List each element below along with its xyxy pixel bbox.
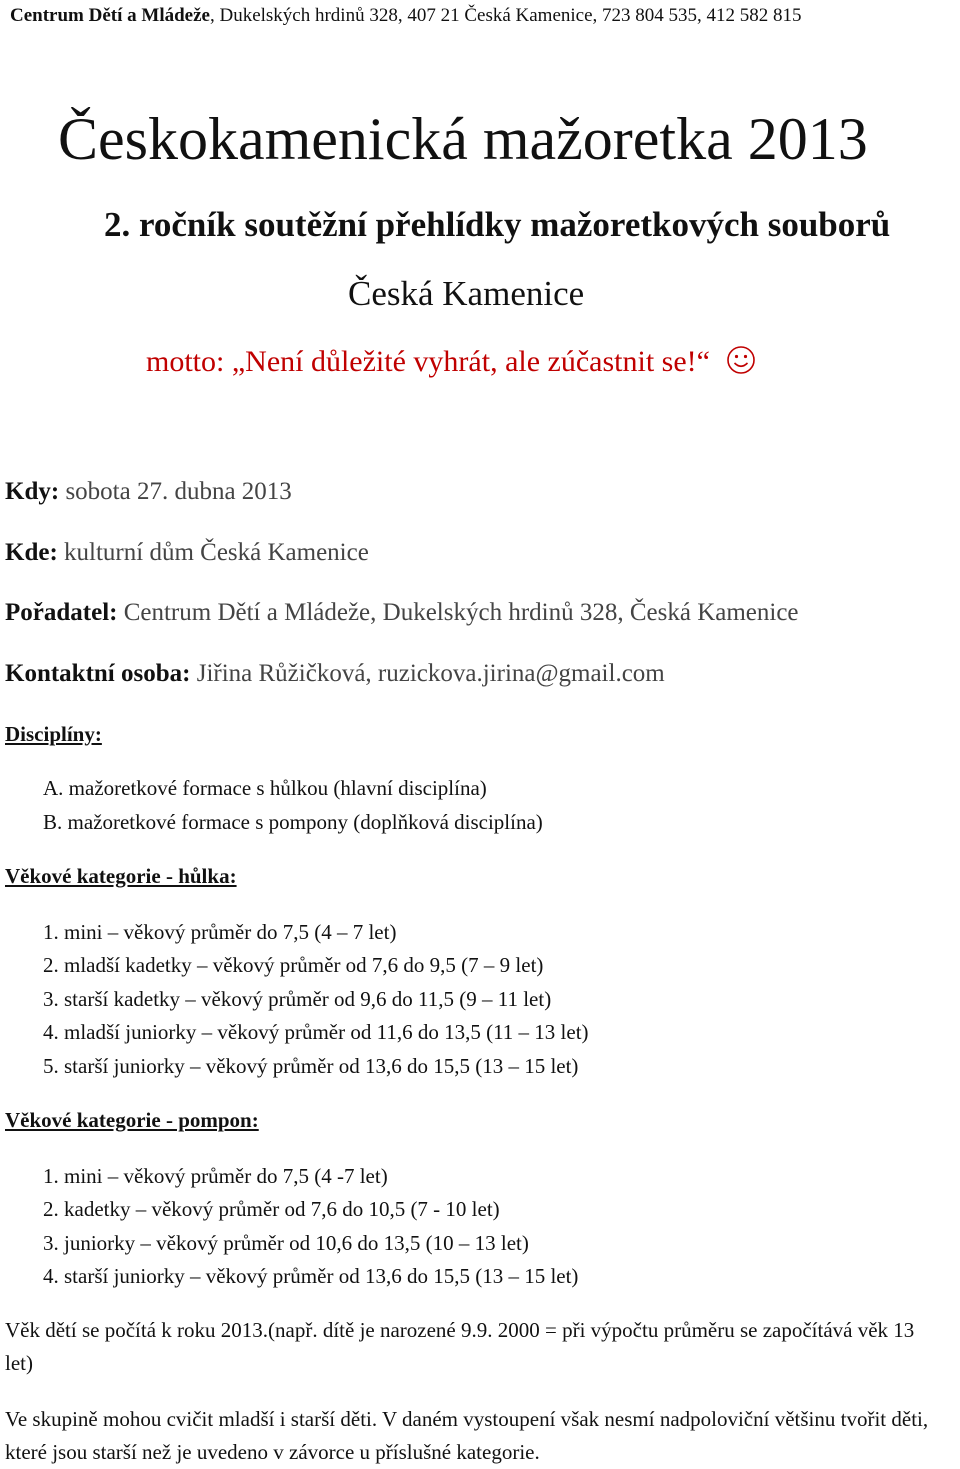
info-when-label: Kdy:: [5, 478, 60, 505]
info-organizer-value: Centrum Dětí a Mládeže, Dukelských hrdinů 328, Česká Kamenice: [117, 599, 799, 626]
info-when-value: sobota 27. dubna 2013: [59, 478, 292, 505]
motto-text: motto: „Není důležité vyhrát, ale zúčastnit se!“: [146, 345, 710, 378]
baton-category-item: 4. mladší juniorky – věkový průměr od 11,6 do 13,5 (11 – 13 let): [43, 1020, 589, 1044]
discipline-item: B. mažoretkové formace s pompony (doplňková disciplína): [43, 810, 543, 834]
letterhead-address: , Dukelských hrdinů 328, 407 21 Česká Kamenice, 723 804 535, 412 582 815: [209, 5, 802, 26]
info-organizer-label: Pořadatel:: [5, 599, 118, 626]
pompon-category-item: 2. kadetky – věkový průměr od 7,6 do 10,5 (7 - 10 let): [43, 1197, 500, 1221]
baton-category-item: 3. starší kadetky – věkový průměr od 9,6 do 11,5 (9 – 11 let): [43, 987, 552, 1011]
info-organizer: [5, 599, 799, 627]
info-where-value: kulturní dům Česká Kamenice: [57, 539, 369, 566]
info-contact-value: Jiřina Růžičková, ruzickova.jirina@gmail.com: [190, 660, 665, 687]
page-subtitle: 2. ročník soutěžní přehlídky mažoretkových souborů: [104, 205, 891, 244]
age-note: Věk dětí se počítá k roku 2013.(např. dítě je narozené 9.9. 2000 = při výpočtu průměru se započítává věk 13 let): [5, 1318, 915, 1375]
page-title: Českokamenická mažoretka 2013: [58, 106, 868, 172]
disciplines-heading: Disciplíny:: [5, 722, 102, 746]
motto: [146, 345, 756, 383]
info-contact-label: Kontaktní osoba:: [5, 660, 191, 687]
letterhead-org: Centrum Dětí a Mládeže: [10, 5, 210, 26]
pompon-category-item: 1. mini – věkový průměr do 7,5 (4 -7 let): [43, 1164, 388, 1188]
baton-category-item: 2. mladší kadetky – věkový průměr od 7,6 do 9,5 (7 – 9 let): [43, 953, 544, 977]
smiley-icon: [726, 345, 756, 383]
baton-category-item: 5. starší juniorky – věkový průměr od 13,6 do 15,5 (13 – 15 let): [43, 1054, 579, 1078]
info-where-label: Kde:: [5, 539, 58, 566]
event-place: Česká Kamenice: [348, 274, 585, 313]
pompon-category-item: 4. starší juniorky – věkový průměr od 13,6 do 15,5 (13 – 15 let): [43, 1264, 579, 1288]
discipline-item: A. mažoretkové formace s hůlkou (hlavní disciplína): [43, 776, 487, 800]
baton-category-item: 1. mini – věkový průměr do 7,5 (4 – 7 let): [43, 920, 397, 944]
letterhead: [10, 5, 802, 27]
pompon-category-item: 3. juniorky – věkový průměr od 10,6 do 13,5 (10 – 13 let): [43, 1231, 529, 1255]
pompon-heading: Věkové kategorie - pompon:: [5, 1108, 259, 1132]
info-when: [5, 478, 292, 506]
info-contact: [5, 660, 665, 688]
info-where: [5, 539, 369, 567]
group-note: Ve skupině mohou cvičit mladší i starší děti. V daném vystoupení však nesmí nadpoloviční většinu tvořit děti, které jsou starší než je uvedeno v závorce u příslušné kategorie.: [5, 1407, 929, 1464]
baton-heading: Věkové kategorie - hůlka:: [5, 864, 237, 888]
